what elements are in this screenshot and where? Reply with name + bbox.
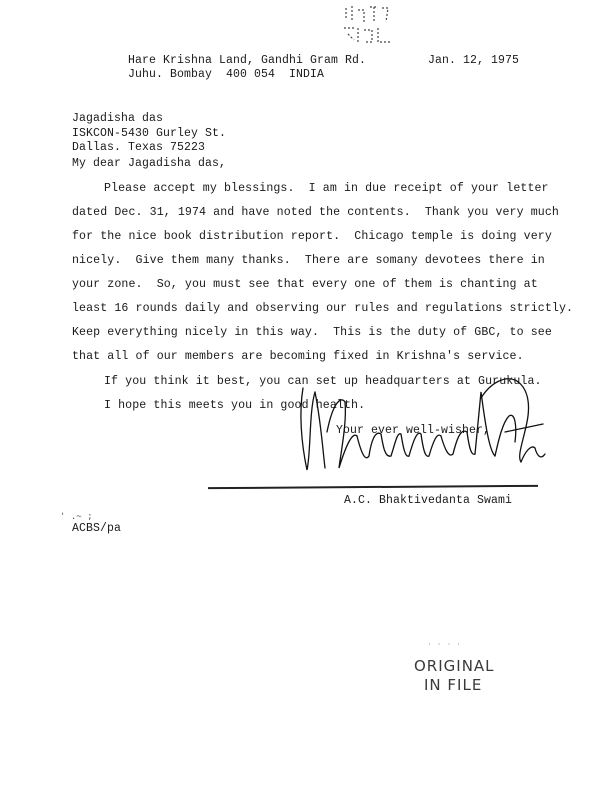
body-line: nicely. Give them many thanks. There are somany devotees there in xyxy=(72,254,545,267)
handwritten-mark: ' .~ ; xyxy=(60,512,93,522)
initials: ACBS/pa xyxy=(72,522,122,535)
body-line: Please accept my blessings. I am in due receipt of your letter xyxy=(104,182,549,195)
body-line: dated Dec. 31, 1974 and have noted the contents. Thank you very much xyxy=(72,206,559,219)
stamp-faint-mark: · · · · xyxy=(428,640,463,650)
body-line: I hope this meets you in good health. xyxy=(104,399,366,412)
letterhead-address-line2: Juhu. Bombay 400 054 INDIA xyxy=(128,68,325,81)
signature-rule xyxy=(208,485,538,489)
letterhead-address-line1: Hare Krishna Land, Gandhi Gram Rd. xyxy=(128,54,367,67)
closing: Your ever well-wisher, xyxy=(336,424,491,437)
original-in-file-stamp xyxy=(408,640,508,702)
letter-date: Jan. 12, 1975 xyxy=(428,54,520,67)
recipient-name: Jagadisha das xyxy=(72,112,164,125)
body-line: least 16 rounds daily and observing our rules and regulations strictly. xyxy=(72,302,574,315)
stamp-line2: IN FILE xyxy=(424,676,483,694)
body-line: for the nice book distribution report. Chicago temple is doing very xyxy=(72,230,552,243)
body-line: If you think it best, you can set up headquarters at Gurukula. xyxy=(104,375,542,388)
recipient-street: ISKCON-5430 Gurley St. xyxy=(72,127,227,140)
body-line: Keep everything nicely in this way. This is the duty of GBC, to see xyxy=(72,326,552,339)
signature-icon xyxy=(295,372,557,482)
signer-name: A.C. Bhaktivedanta Swami xyxy=(344,494,513,507)
salutation: My dear Jagadisha das, xyxy=(72,157,227,170)
archive-mark-icon xyxy=(338,2,394,48)
recipient-city: Dallas. Texas 75223 xyxy=(72,141,206,154)
stamp-line1: ORIGINAL xyxy=(414,657,495,675)
body-line: that all of our members are becoming fixed in Krishna's service. xyxy=(72,350,524,363)
body-line: your zone. So, you must see that every one of them is chanting at xyxy=(72,278,538,291)
